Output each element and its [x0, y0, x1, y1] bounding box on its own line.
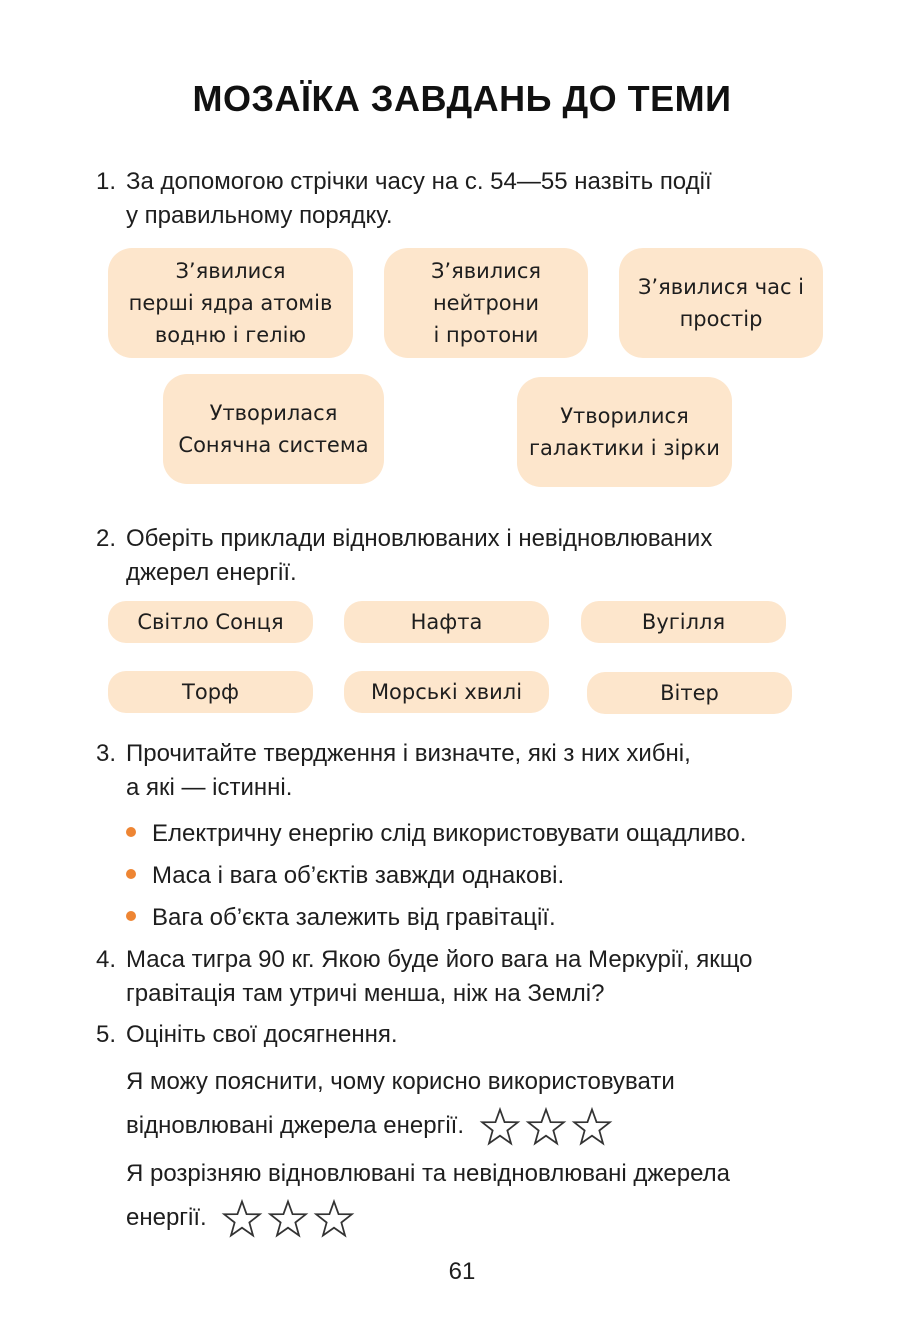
star-rating[interactable]: [221, 1198, 355, 1240]
energy-source-oil[interactable]: Нафта: [344, 601, 549, 643]
bullet-icon: [126, 911, 136, 921]
task-4-number: 4.: [96, 946, 117, 973]
task-2-number: 2.: [96, 525, 117, 552]
star-outline-icon[interactable]: [525, 1106, 567, 1148]
task-2-text-line1: Оберіть приклади відновлюваних і невідновлюваних: [126, 525, 713, 552]
self-assessment-1: [126, 1060, 826, 1148]
task-4-text-line2: гравітація там утричі менша, ніж на Землі?: [126, 980, 605, 1007]
task-4: [96, 943, 826, 1011]
statement-item: [126, 817, 826, 851]
energy-source-sea-waves[interactable]: Морські хвилі: [344, 671, 549, 713]
energy-source-sunlight[interactable]: Світло Сонця: [108, 601, 313, 643]
statement-item: [126, 901, 826, 935]
task-1: [96, 165, 826, 233]
bullet-icon: [126, 827, 136, 837]
task-1-text-line2: у правильному порядку.: [126, 202, 393, 229]
task-3-text-line2: а які — істинні.: [126, 774, 293, 801]
self-assessment-2-line1: Я розрізняю відновлювані та невідновлювані джерела: [126, 1160, 730, 1187]
self-assessment-1-line2: відновлювані джерела енергії.: [126, 1112, 465, 1139]
star-rating[interactable]: [479, 1106, 613, 1148]
task-2: [96, 522, 826, 590]
task-5-number: 5.: [96, 1021, 117, 1048]
page-number: 61: [448, 1258, 476, 1285]
self-assessment-2-line2: енергії.: [126, 1204, 207, 1231]
task-3: [96, 737, 826, 805]
statement-text: Маса і вага об’єктів завжди однакові.: [152, 862, 565, 889]
energy-source-wind[interactable]: Вітер: [587, 672, 792, 714]
energy-source-coal[interactable]: Вугілля: [581, 601, 786, 643]
task-4-text-line1: Маса тигра 90 кг. Якою буде його вага на Меркурії, якщо: [126, 946, 753, 973]
task-2-text-line2: джерел енергії.: [126, 559, 297, 586]
task-3-number: 3.: [96, 740, 117, 767]
event-card-galaxies-stars[interactable]: Утворилися галактики і зірки: [517, 377, 732, 487]
star-outline-icon[interactable]: [571, 1106, 613, 1148]
star-outline-icon[interactable]: [479, 1106, 521, 1148]
event-card-nuclei[interactable]: З’явилися перші ядра атомів водню і гелію: [108, 248, 353, 358]
energy-source-peat[interactable]: Торф: [108, 671, 313, 713]
event-card-solar-system[interactable]: Утворилася Сонячна система: [163, 374, 384, 484]
statement-text: Електричну енергію слід використовувати ощадливо.: [152, 820, 747, 847]
page-title: МОЗАЇКА ЗАВДАНЬ ДО ТЕМИ: [192, 78, 732, 119]
star-outline-icon[interactable]: [221, 1198, 263, 1240]
task-5: [96, 1018, 826, 1052]
event-card-time-space[interactable]: З’явилися час і простір: [619, 248, 823, 358]
statement-text: Вага об’єкта залежить від гравітації.: [152, 904, 556, 931]
task-1-text-line1: За допомогою стрічки часу на с. 54—55 назвіть події: [126, 168, 712, 195]
task-1-number: 1.: [96, 168, 117, 195]
event-card-neutrons-protons[interactable]: З’явилися нейтрони і протони: [384, 248, 588, 358]
task-3-text-line1: Прочитайте твердження і визначте, які з них хибні,: [126, 740, 691, 767]
star-outline-icon[interactable]: [267, 1198, 309, 1240]
task-5-text: Оцініть свої досягнення.: [126, 1021, 398, 1048]
statement-item: [126, 859, 826, 893]
self-assessment-2: [126, 1152, 826, 1240]
bullet-icon: [126, 869, 136, 879]
self-assessment-1-line1: Я можу пояснити, чому корисно використовувати: [126, 1068, 675, 1095]
star-outline-icon[interactable]: [313, 1198, 355, 1240]
